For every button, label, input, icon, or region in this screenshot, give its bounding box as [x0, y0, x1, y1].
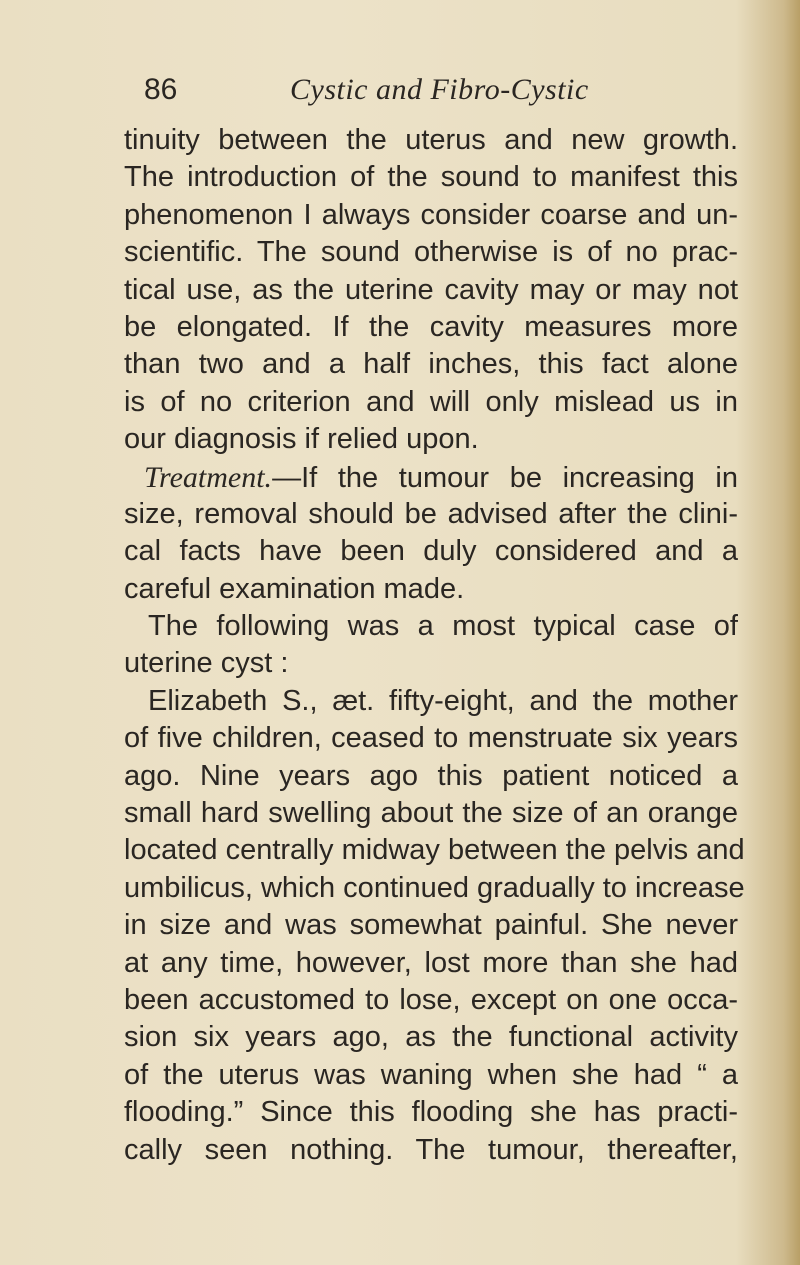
text-line: sion six years ago, as the functional activity: [124, 1021, 738, 1054]
text-line: in size and was somewhat painful. She never: [124, 909, 738, 942]
text-line: at any time, however, lost more than she had: [124, 946, 738, 979]
text-line: located centrally midway between the pelvis and: [124, 834, 745, 867]
page-number: 86: [144, 73, 178, 106]
text-line: is of no criterion and will only mislead us in: [124, 385, 738, 418]
text-line: than two and a half inches, this fact alone: [124, 348, 738, 381]
body-text: [124, 122, 745, 1169]
text-line: The following was a most typical case of: [148, 610, 738, 643]
text-line: flooding.” Since this flooding she has practi-: [124, 1096, 738, 1129]
text-line: be elongated. If the cavity measures more: [124, 310, 738, 343]
page-header: [144, 70, 744, 110]
text-line: our diagnosis if relied upon.: [124, 423, 479, 456]
running-title: Cystic and Fibro-Cystic: [290, 73, 589, 106]
treatment-line: [124, 459, 738, 496]
text-line: scientific. The sound otherwise is of no prac-: [124, 236, 738, 269]
text-line: small hard swelling about the size of an orange: [124, 797, 738, 830]
text-line: ago. Nine years ago this patient noticed a: [124, 759, 738, 792]
treatment-text: —If the tumour be increasing in: [272, 461, 738, 494]
treatment-heading: Treatment.: [144, 460, 273, 494]
text-line: careful examination made.: [124, 572, 465, 605]
text-line: umbilicus, which continued gradually to increase: [124, 871, 745, 904]
text-line: size, removal should be advised after the clini-: [124, 497, 738, 530]
text-line: cally seen nothing. The tumour, thereafter,: [124, 1133, 738, 1166]
text-line: tinuity between the uterus and new growth.: [124, 124, 738, 156]
text-line: uterine cyst :: [124, 647, 289, 680]
text-line: phenomenon I always consider coarse and un-: [124, 198, 738, 231]
text-line: tical use, as the uterine cavity may or may not: [124, 273, 738, 306]
text-line: cal facts have been duly considered and a: [124, 535, 738, 568]
text-line: The introduction of the sound to manifest this: [124, 161, 738, 194]
text-line: of the uterus was waning when she had “ a: [124, 1058, 738, 1091]
text-line: Elizabeth S., æt. fifty-eight, and the mother: [148, 684, 738, 717]
text-line: of five children, ceased to menstruate six years: [124, 722, 738, 755]
text-line: been accustomed to lose, except on one occa-: [124, 983, 738, 1016]
